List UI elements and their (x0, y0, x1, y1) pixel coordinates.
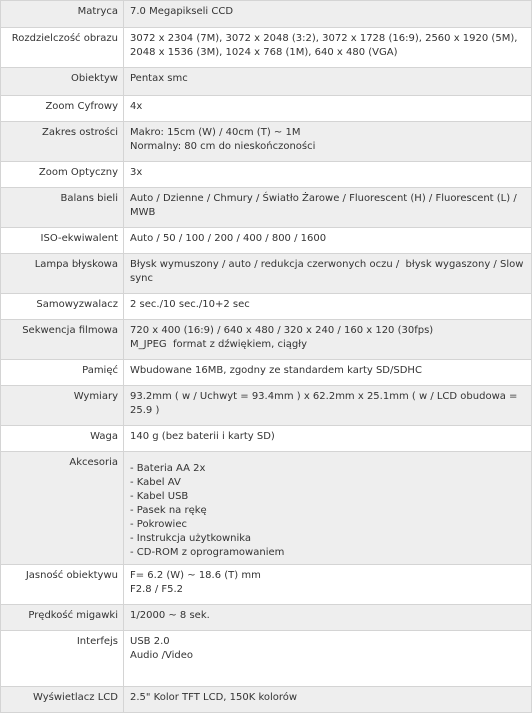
spec-value-line: - CD-ROM z oprogramowaniem (130, 547, 285, 558)
spec-label: Rozdzielczość obrazu (1, 28, 124, 68)
spec-value-line: 2.5" Kolor TFT LCD, 150K kolorów (130, 692, 298, 703)
spec-value (124, 188, 532, 228)
spec-value-line: Auto / 50 / 100 / 200 / 400 / 800 / 1600 (130, 233, 327, 244)
spec-label: Sekwencja filmowa (1, 320, 124, 360)
spec-value (124, 162, 532, 188)
spec-value-line: 4x (130, 101, 143, 112)
spec-value (124, 605, 532, 631)
spec-value-line: - Bateria AA 2x (130, 463, 206, 474)
spec-row (1, 605, 532, 631)
spec-row (1, 68, 532, 96)
spec-value-line: 93.2mm ( w / Uchwyt = 93.4mm ) x 62.2mm x 25.1mm ( w / LCD obudowa = 25.9 ) (130, 391, 521, 416)
spec-value (124, 631, 532, 687)
spec-value-line: Auto / Dzienne / Chmury / Światło Żarowe / Fluorescent (H) / Fluorescent (L) / MWB (130, 193, 520, 218)
spec-label: Wyświetlacz LCD (1, 687, 124, 713)
spec-value-line: 2 sec./10 sec./10+2 sec (130, 299, 250, 310)
spec-label: Zoom Cyfrowy (1, 96, 124, 122)
spec-value-line: 3x (130, 167, 143, 178)
spec-value-line: - Pokrowiec (130, 519, 187, 530)
spec-row (1, 631, 532, 687)
spec-label: Jasność obiektywu (1, 565, 124, 605)
spec-row (1, 360, 532, 386)
spec-value-line: - Instrukcja użytkownika (130, 533, 252, 544)
spec-value (124, 426, 532, 452)
spec-row (1, 565, 532, 605)
spec-value (124, 28, 532, 68)
spec-row (1, 320, 532, 360)
spec-value (124, 254, 532, 294)
spec-value-line: Makro: 15cm (W) / 40cm (T) ~ 1M (130, 127, 301, 138)
spec-value (124, 320, 532, 360)
spec-value-line: - Kabel AV (130, 477, 181, 488)
spec-label: Zoom Optyczny (1, 162, 124, 188)
spec-label: Lampa błyskowa (1, 254, 124, 294)
spec-row (1, 386, 532, 426)
spec-row (1, 254, 532, 294)
spec-row (1, 452, 532, 565)
spec-value-line: 7.0 Megapikseli CCD (130, 6, 234, 17)
spec-label: Prędkość migawki (1, 605, 124, 631)
spec-row (1, 188, 532, 228)
spec-row (1, 122, 532, 162)
spec-row (1, 96, 532, 122)
spec-label: Wymiary (1, 386, 124, 426)
spec-value (124, 1, 532, 28)
spec-label: Waga (1, 426, 124, 452)
spec-value (124, 96, 532, 122)
spec-value-line: F= 6.2 (W) ~ 18.6 (T) mm (130, 570, 261, 581)
spec-label: Obiektyw (1, 68, 124, 96)
spec-row (1, 1, 532, 28)
spec-row (1, 426, 532, 452)
spec-value-line: Pentax smc (130, 73, 188, 84)
spec-value-line: Błysk wymuszony / auto / redukcja czerwonych oczu / błysk wygaszony / Slow sync (130, 259, 527, 284)
spec-value (124, 565, 532, 605)
spec-value (124, 360, 532, 386)
spec-value (124, 68, 532, 96)
spec-value-line: 1/2000 ~ 8 sek. (130, 610, 210, 621)
spec-row (1, 294, 532, 320)
spec-label: Pamięć (1, 360, 124, 386)
spec-value-line: - Pasek na rękę (130, 505, 207, 516)
spec-label: Zakres ostrości (1, 122, 124, 162)
spec-value-line: Normalny: 80 cm do nieskończoności (130, 141, 316, 152)
spec-label: Samowyzwalacz (1, 294, 124, 320)
spec-value-line: 720 x 400 (16:9) / 640 x 480 / 320 x 240 / 160 x 120 (30fps) (130, 325, 434, 336)
spec-value (124, 122, 532, 162)
spec-value-line: M_JPEG format z dźwiękiem, ciągły (130, 339, 308, 350)
spec-label: Interfejs (1, 631, 124, 687)
spec-label: Akcesoria (1, 452, 124, 565)
spec-label: ISO-ekwiwalent (1, 228, 124, 254)
spec-value (124, 228, 532, 254)
spec-value-line: Wbudowane 16MB, zgodny ze standardem karty SD/SDHC (130, 365, 422, 376)
spec-value-line: F2.8 / F5.2 (130, 584, 184, 595)
spec-row (1, 162, 532, 188)
spec-value-line: 140 g (bez baterii i karty SD) (130, 431, 275, 442)
spec-value (124, 386, 532, 426)
spec-value (124, 452, 532, 565)
spec-label: Matryca (1, 1, 124, 28)
spec-value-line: 3072 x 2304 (7M), 3072 x 2048 (3:2), 3072 x 1728 (16:9), 2560 x 1920 (5M), 2048 x 1536 (3M), 1024 x 768 (1M), 640 x 480 (VGA) (130, 33, 521, 58)
spec-row (1, 28, 532, 68)
spec-value-line: USB 2.0 (130, 636, 170, 647)
spec-value-line: Audio /Video (130, 650, 193, 661)
spec-value (124, 294, 532, 320)
spec-label: Balans bieli (1, 188, 124, 228)
spec-table-body (1, 1, 532, 713)
spec-value-line: - Kabel USB (130, 491, 189, 502)
spec-row (1, 228, 532, 254)
